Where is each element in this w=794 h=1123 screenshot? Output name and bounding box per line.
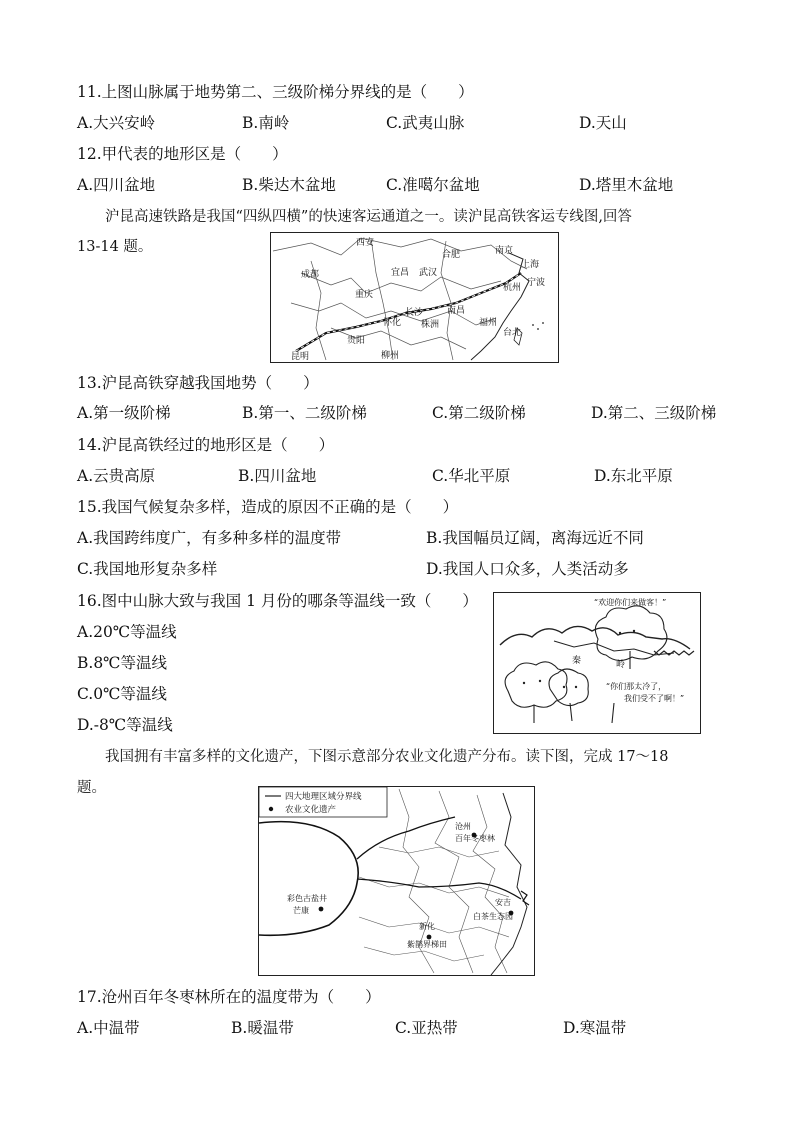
city-yichang: 宜昌 — [391, 268, 410, 278]
q14-option-a: A.云贵高原 — [77, 467, 156, 485]
q15-option-d: D.我国人口众多，人类活动多 — [426, 560, 629, 578]
q16-option-a: A.20℃等温线 — [77, 623, 177, 641]
q17-option-b: B.暖温带 — [231, 1019, 294, 1037]
q13-option-c: C.第二级阶梯 — [432, 404, 526, 422]
site-mangkang-label: 芒康 — [293, 906, 309, 915]
q13-option-d: D.第二、三级阶梯 — [591, 404, 717, 422]
q14-stem: 14.沪昆高铁经过的地形区是（ ） — [77, 436, 335, 454]
q11-option-d: D.天山 — [579, 114, 627, 132]
q16-option-d: D.-8℃等温线 — [77, 716, 173, 734]
speech-cold-line2: 我们受不了啊！” — [624, 694, 685, 703]
city-ningbo: 宁波 — [527, 278, 546, 288]
city-hangzhou: 杭州 — [503, 283, 522, 293]
site-anji-name: 白茶生态园 — [473, 912, 513, 921]
qin-label: 秦 — [572, 656, 582, 666]
city-guiyang: 贵阳 — [347, 336, 366, 346]
city-fuzhou: 福州 — [479, 318, 498, 328]
intro-heritage-line1: 我国拥有丰富多样的文化遗产，下图示意部分农业文化遗产分布。读下图，完成 17～18 — [105, 749, 669, 765]
city-changsha: 长沙 — [405, 308, 424, 318]
site-mangkang-dot — [319, 907, 324, 912]
q11-option-c: C.武夷山脉 — [386, 114, 465, 132]
speech-welcome: “欢迎你们来做客！” — [594, 598, 667, 607]
city-nanjing: 南京 — [495, 246, 514, 256]
city-nanchang: 南昌 — [447, 306, 466, 316]
q11-option-a: A.大兴安岭 — [77, 114, 156, 132]
q15-option-b: B.我国幅员辽阔，离海远近不同 — [426, 529, 644, 547]
q14-option-c: C.华北平原 — [432, 467, 511, 485]
heritage-map — [258, 786, 535, 976]
q17-option-a: A.中温带 — [77, 1019, 140, 1037]
q11-option-b: B.南岭 — [242, 114, 290, 132]
site-cangzhou-label: 沧州 — [455, 822, 471, 831]
city-chongqing: 重庆 — [355, 290, 374, 300]
q12-option-b: B.柴达木盆地 — [242, 176, 336, 194]
q13-option-b: B.第一、二级阶梯 — [242, 404, 367, 422]
q12-option-d: D.塔里木盆地 — [579, 176, 674, 194]
hukun-railway-map — [270, 232, 559, 363]
site-xinhua-label: 新化 — [419, 922, 435, 931]
site-anji-label: 安吉 — [495, 898, 511, 907]
intro-hukun-line1: 沪昆高速铁路是我国“四纵四横”的快速客运通道之一。读沪昆高铁客运专线图,回答 — [105, 209, 632, 225]
intro-heritage-line2: 题。 — [77, 780, 106, 796]
city-zhuzhou: 株洲 — [421, 320, 440, 330]
qinling-cartoon — [493, 592, 701, 734]
q15-option-a: A.我国跨纬度广，有多种多样的温度带 — [77, 529, 342, 547]
q13-stem: 13.沪昆高铁穿越我国地势（ ） — [77, 374, 319, 392]
q17-option-d: D.寒温带 — [563, 1019, 627, 1037]
site-cangzhou-name: 百年冬枣林 — [455, 834, 495, 843]
city-taipei: 台北 — [503, 328, 522, 338]
site-mangkang-name: 彩色古盐井 — [287, 894, 327, 903]
city-kunming: 昆明 — [291, 352, 310, 362]
ling-label: 岭 — [616, 660, 626, 670]
city-hefei: 合肥 — [442, 250, 461, 260]
city-wuhan: 武汉 — [419, 268, 438, 278]
speech-cold-line1: “你们那太冷了， — [606, 682, 667, 691]
q12-stem: 12.甲代表的地形区是（ ） — [77, 145, 288, 163]
city-shanghai: 上海 — [521, 260, 540, 270]
legend-boundary-label: 四大地理区域分界线 — [285, 792, 362, 802]
q16-stem: 16.图中山脉大致与我国 1 月份的哪条等温线一致（ ） — [77, 592, 478, 610]
q16-option-c: C.0℃等温线 — [77, 685, 167, 703]
q12-option-a: A.四川盆地 — [77, 176, 156, 194]
site-xinhua-dot — [427, 935, 432, 940]
intro-hukun-line2: 13-14 题。 — [77, 239, 153, 255]
q13-option-a: A.第一级阶梯 — [77, 404, 171, 422]
legend-heritage-label: 农业文化遗产 — [285, 805, 337, 815]
q11-stem: 11.上图山脉属于地势第二、三级阶梯分界线的是（ ） — [77, 83, 474, 101]
q15-option-c: C.我国地形复杂多样 — [77, 560, 218, 578]
q16-option-b: B.8℃等温线 — [77, 654, 168, 672]
city-chengdu: 成都 — [301, 270, 320, 280]
city-liuzhou: 柳州 — [381, 351, 400, 361]
q14-option-d: D.东北平原 — [594, 467, 673, 485]
q12-option-c: C.准噶尔盆地 — [386, 176, 480, 194]
q15-stem: 15.我国气候复杂多样，造成的原因不正确的是（ ） — [77, 498, 459, 516]
city-xian: 西安 — [356, 238, 375, 248]
q17-stem: 17.沧州百年冬枣林所在的温度带为（ ） — [77, 988, 381, 1006]
site-xinhua-name: 紫鹊界梯田 — [407, 940, 447, 949]
q14-option-b: B.四川盆地 — [238, 467, 317, 485]
city-huaihua: 怀化 — [383, 318, 402, 328]
q17-option-c: C.亚热带 — [395, 1019, 458, 1037]
